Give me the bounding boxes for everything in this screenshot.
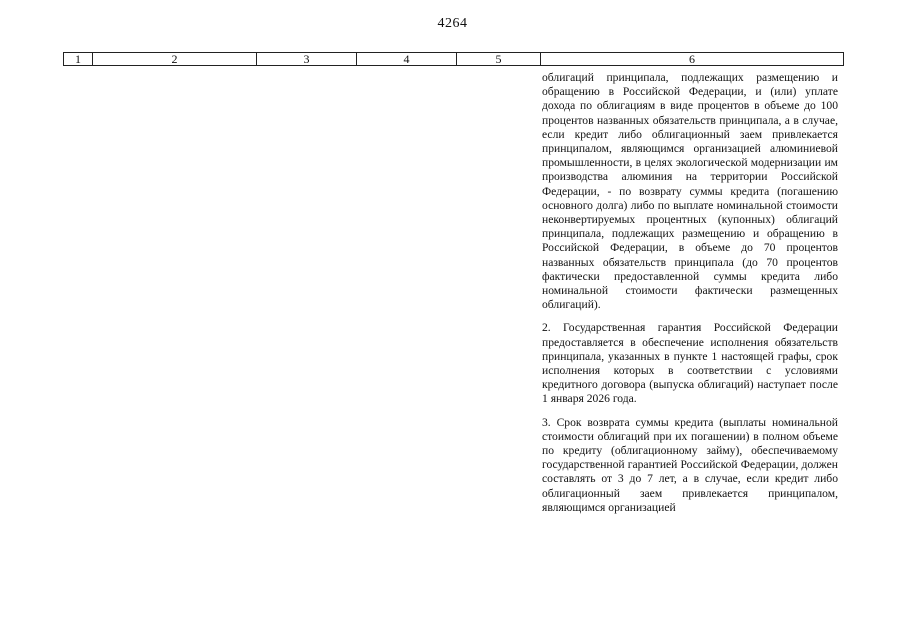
paragraph-2: 2. Государственная гарантия Российской Федерации предоставляется в обеспечение исполнения обязательств принципала, указанных в пункте 1 настоящей графы, срок исполнения которых в соответствии с условиями кредитного договора (выпуска облигаций) наступает после 1 января 2026 года. <box>542 321 838 406</box>
column-header-5: 5 <box>457 53 541 66</box>
column-header-6: 6 <box>541 53 844 66</box>
column-header-table <box>63 52 844 66</box>
column-header-4: 4 <box>357 53 457 66</box>
page-number: 4264 <box>437 16 468 31</box>
column-header-3: 3 <box>257 53 357 66</box>
column-header-1: 1 <box>64 53 93 66</box>
paragraph-3: 3. Срок возврата суммы кредита (выплаты номинальной стоимости облигаций при их погашении) в полном объеме по кредиту (облигационному займу), обеспечиваемому государственной гарантией Российской Федерации, должен составлять от 3 до 7 лет, а в случае, если кредит либо облигационный заем привлекается принципалом, являющимся организацией <box>542 415 838 514</box>
column-6-text <box>542 71 838 524</box>
column-header-row <box>64 53 844 66</box>
column-header-2: 2 <box>93 53 257 66</box>
paragraph-continuation: облигаций принципала, подлежащих размещению и обращению в Российской Федерации, и (или) уплате дохода по облигациям в виде процентов в объеме до 100 процентов названных обязательств принципала, а в случае, если кредит либо облигационный заем привлекается принципалом, являющимся организацией алюминиевой промышленности, в целях экологической модернизации им производства алюминия на территории Российской Федерации, - по возврату суммы кредита (погашению основного долга) либо по выплате номинальной стоимости неконвертируемых процентных (купонных) облигаций принципала, подлежащих размещению и обращению в Российской Федерации, в объеме до 70 процентов названных обязательств принципала (до 70 процентов фактически предоставленной суммы кредита либо номинальной стоимости фактически размещенных облигаций). <box>542 71 838 312</box>
